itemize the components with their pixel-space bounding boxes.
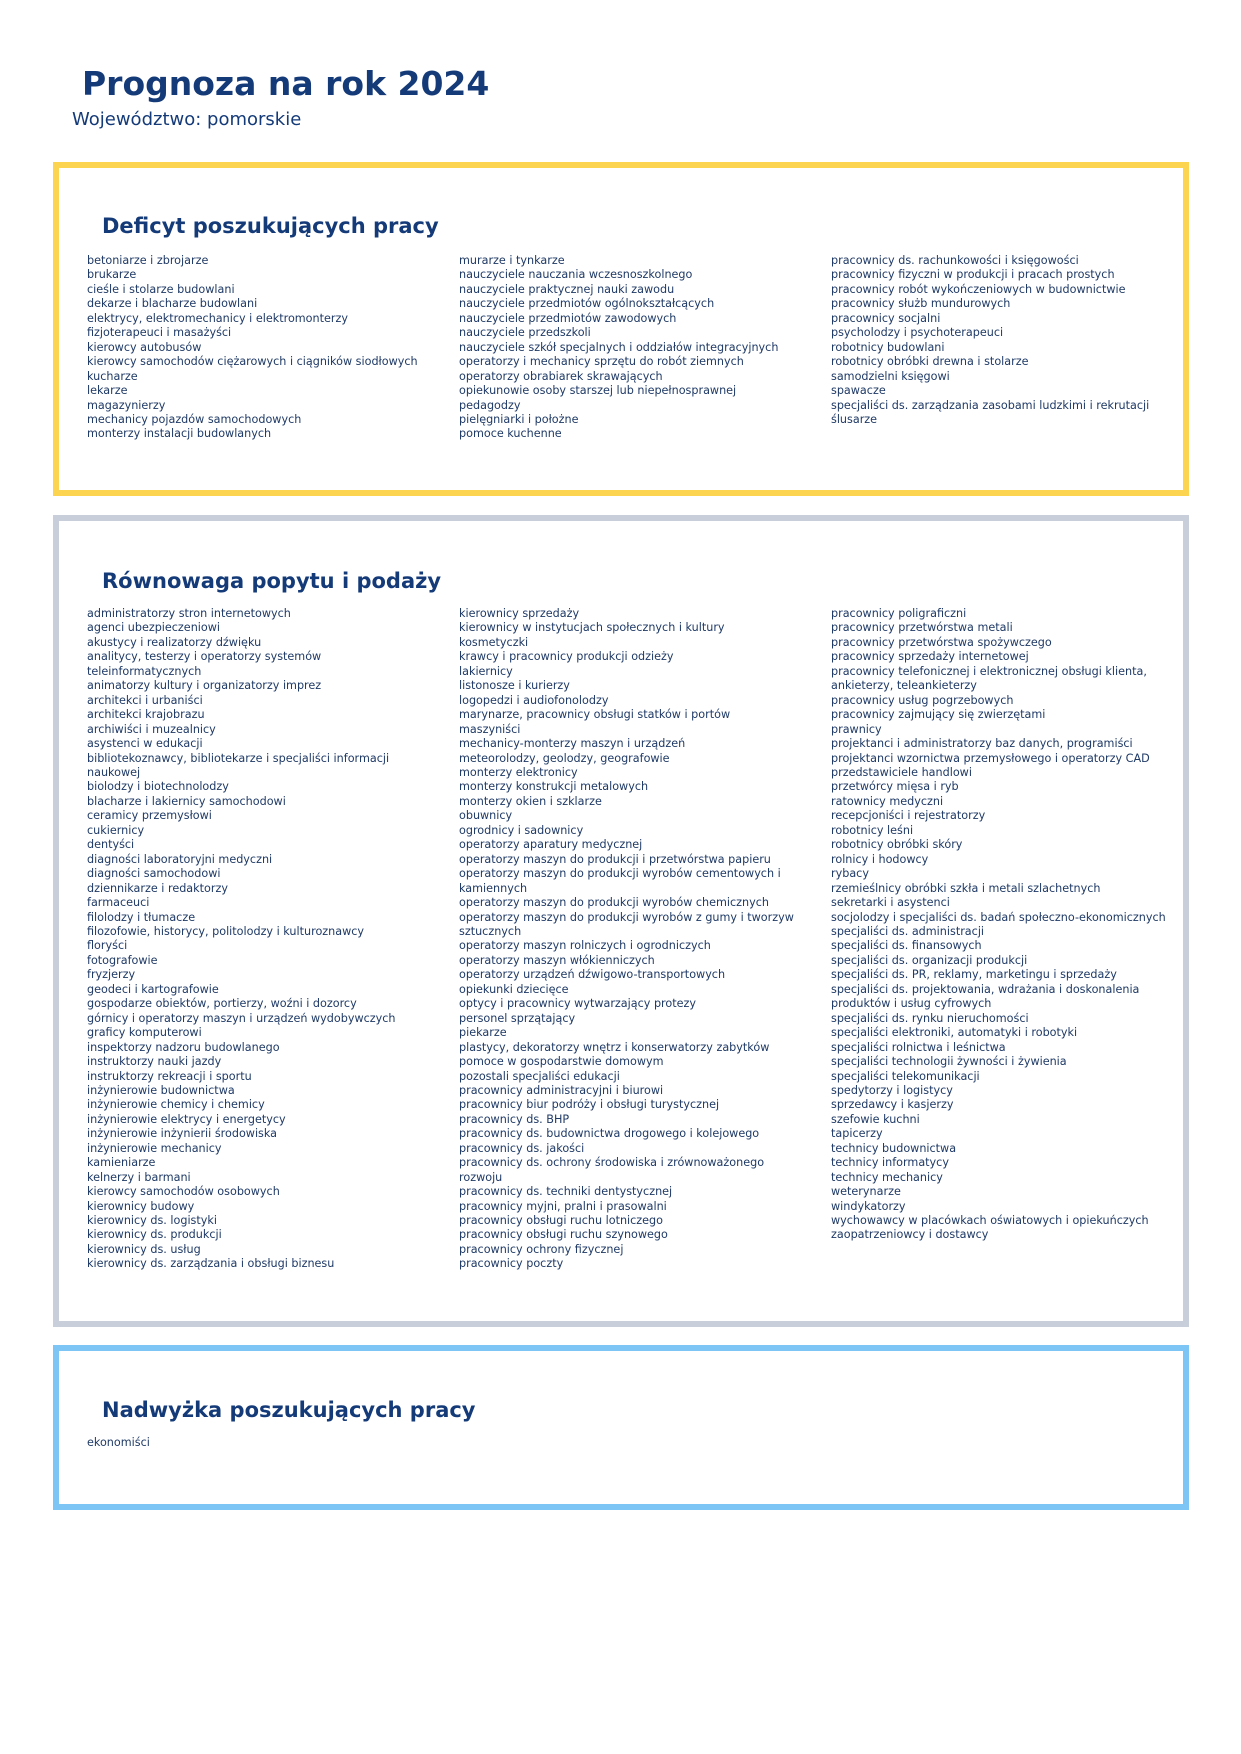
occupation-item: rozwoju (459, 1170, 503, 1184)
occupation-item: diagności samochodowi (87, 867, 221, 881)
occupation-item: teleinformatycznych (87, 664, 202, 678)
occupation-item: kelnerzy i barmani (87, 1170, 191, 1184)
occupation-item: operatorzy aparatury medycznej (459, 838, 643, 852)
occupation-column (87, 607, 447, 1272)
occupation-item: instruktorzy nauki jazdy (87, 1055, 222, 1069)
occupation-item: bibliotekoznawcy, bibliotekarze i specjaliści informacji (87, 751, 390, 765)
occupation-item: kierownicy ds. logistyki (87, 1214, 217, 1228)
occupation-item: inżynierowie mechanicy (87, 1141, 222, 1155)
occupation-item: operatorzy maszyn włókienniczych (459, 953, 655, 967)
occupation-item: pracownicy ds. ochrony środowiska i zrównoważonego (459, 1156, 765, 1170)
occupation-item: pracownicy przetwórstwa metali (831, 621, 1013, 635)
occupation-item: pracownicy ds. budownictwa drogowego i kolejowego (459, 1127, 760, 1141)
occupation-column (831, 254, 1191, 427)
occupation-item: pomoce w gospodarstwie domowym (459, 1055, 664, 1069)
occupation-item: przedstawiciele handlowi (831, 765, 972, 779)
occupation-column (87, 254, 447, 442)
occupation-item: kierowcy autobusów (87, 340, 202, 354)
occupation-item: monterzy konstrukcji metalowych (459, 780, 649, 794)
occupation-item: nauczyciele przedmiotów ogólnokształcących (459, 297, 715, 311)
occupation-item: piekarze (459, 1026, 507, 1040)
occupation-item: kamieniarze (87, 1156, 156, 1170)
occupation-item: pracownicy ds. jakości (459, 1141, 585, 1155)
occupation-item: marynarze, pracownicy obsługi statków i portów (459, 708, 731, 722)
occupation-item: pomoce kuchenne (459, 427, 562, 441)
occupation-item: listonosze i kurierzy (459, 679, 570, 693)
occupation-item: nauczyciele nauczania wczesnoszkolnego (459, 268, 693, 282)
occupation-item: specjaliści ds. projektowania, wdrażania i doskonalenia (831, 982, 1140, 996)
occupation-item: kierownicy sprzedaży (459, 607, 580, 620)
occupation-item: zaopatrzeniowcy i dostawcy (831, 1228, 989, 1242)
occupation-item: operatorzy maszyn rolniczych i ogrodniczych (459, 939, 711, 953)
occupation-item: obuwnicy (459, 809, 513, 823)
occupation-item: pracownicy usług pogrzebowych (831, 693, 1014, 707)
occupation-item: windykatorzy (831, 1199, 906, 1213)
occupation-item: operatorzy maszyn do produkcji wyrobów chemicznych (459, 896, 770, 910)
occupation-item: lakiernicy (459, 664, 513, 678)
occupation-item: przetwórcy mięsa i ryb (831, 780, 959, 794)
occupation-item: pracownicy przetwórstwa spożywczego (831, 635, 1052, 649)
occupation-item: optycy i pracownicy wytwarzający protezy (459, 997, 697, 1011)
occupation-item: specjaliści ds. rynku nieruchomości (831, 1011, 1029, 1025)
occupation-item: specjaliści rolnictwa i leśnictwa (831, 1040, 1006, 1054)
occupation-item: pracownicy telefonicznej i elektronicznej obsługi klienta, (831, 664, 1147, 678)
occupation-item: nauczyciele przedszkoli (459, 326, 591, 340)
occupation-item: specjaliści telekomunikacji (831, 1069, 980, 1083)
occupation-item: opiekunki dziecięce (459, 982, 569, 996)
occupation-item: operatorzy obrabiarek skrawających (459, 369, 663, 383)
occupation-item: pracownicy zajmujący się zwierzętami (831, 708, 1046, 722)
occupation-item: gospodarze obiektów, portierzy, woźni i dozorcy (87, 997, 357, 1011)
occupation-item: kamiennych (459, 881, 528, 895)
occupation-item: pracownicy myjni, pralni i prasowalni (459, 1199, 667, 1213)
occupation-item: kosmetyczki (459, 635, 529, 649)
occupation-item: mechanicy-monterzy maszyn i urządzeń (459, 737, 686, 751)
occupation-item: pracownicy socjalni (831, 311, 941, 325)
occupation-item: projektanci i administratorzy baz danych, programiści (831, 737, 1133, 751)
occupation-item: specjaliści technologii żywności i żywienia (831, 1055, 1067, 1069)
occupation-item: kierownicy ds. usług (87, 1242, 201, 1256)
occupation-item: socjolodzy i specjaliści ds. badań społeczno-ekonomicznych (831, 910, 1166, 924)
occupation-item: pracownicy ds. techniki dentystycznej (459, 1185, 673, 1199)
occupation-item: spawacze (831, 384, 886, 398)
occupation-item: filozofowie, historycy, politolodzy i kulturoznawcy (87, 924, 365, 938)
occupation-item: ankieterzy, teleankieterzy (831, 679, 977, 693)
occupation-item: pracownicy sprzedaży internetowej (831, 650, 1029, 664)
occupation-item: pielęgniarki i położne (459, 412, 579, 426)
occupation-item: robotnicy budowlani (831, 340, 945, 354)
occupation-column (459, 607, 819, 1272)
section-title: Nadwyżka poszukujących pracy (102, 1398, 476, 1422)
occupation-item: maszyniści (459, 722, 521, 736)
occupation-item: meteorolodzy, geolodzy, geografowie (459, 751, 670, 765)
occupation-item: rybacy (831, 867, 869, 881)
section-title: Deficyt poszukujących pracy (102, 214, 439, 238)
section-balance (53, 515, 1189, 1327)
occupation-item: projektanci wzornictwa przemysłowego i operatorzy CAD (831, 751, 1150, 765)
occupation-item: plastycy, dekoratorzy wnętrz i konserwatorzy zabytków (459, 1040, 770, 1054)
occupation-item: sztucznych (459, 924, 522, 938)
occupation-item: recepcjoniści i rejestratorzy (831, 809, 986, 823)
occupation-column (831, 607, 1191, 1243)
occupation-item: architekci krajobrazu (87, 708, 205, 722)
occupation-item: robotnicy leśni (831, 823, 914, 837)
occupation-item: monterzy okien i szklarze (459, 794, 602, 808)
occupation-item: pracownicy robót wykończeniowych w budownictwie (831, 282, 1126, 296)
occupation-item: inżynierowie elektrycy i energetycy (87, 1112, 286, 1126)
occupation-item: dziennikarze i redaktorzy (87, 881, 228, 895)
occupation-item: szefowie kuchni (831, 1112, 920, 1126)
occupation-item: cukiernicy (87, 823, 145, 837)
occupation-item: fizjoterapeuci i masażyści (87, 326, 232, 340)
occupation-item: biolodzy i biotechnolodzy (87, 780, 229, 794)
occupation-item: kucharze (87, 369, 138, 383)
occupation-item: operatorzy i mechanicy sprzętu do robót ziemnych (459, 355, 744, 369)
occupation-item: krawcy i pracownicy produkcji odzieży (459, 650, 674, 664)
section-deficit (53, 162, 1189, 496)
occupation-item: mechanicy pojazdów samochodowych (87, 412, 302, 426)
occupation-item: monterzy elektronicy (459, 765, 578, 779)
occupation-item: diagności laboratoryjni medyczni (87, 852, 273, 866)
occupation-item: ceramicy przemysłowi (87, 809, 212, 823)
occupation-item: ekonomiści (87, 1436, 150, 1449)
occupation-item: pracownicy fizyczni w produkcji i pracach prostych (831, 268, 1115, 282)
occupation-item: robotnicy obróbki skóry (831, 838, 963, 852)
occupation-item: kierownicy w instytucjach społecznych i kultury (459, 621, 725, 635)
occupation-item: pracownicy służb mundurowych (831, 297, 1011, 311)
occupation-item: robotnicy obróbki drewna i stolarze (831, 355, 1029, 369)
occupation-item: technicy informatycy (831, 1156, 949, 1170)
occupation-item: spedytorzy i logistycy (831, 1083, 953, 1097)
occupation-item: specjaliści ds. organizacji produkcji (831, 953, 1028, 967)
occupation-item: lekarze (87, 384, 128, 398)
occupation-item: archiwiści i muzealnicy (87, 722, 216, 736)
occupation-item: nauczyciele przedmiotów zawodowych (459, 311, 677, 325)
occupation-item: graficy komputerowi (87, 1026, 202, 1040)
occupation-item: murarze i tynkarze (459, 254, 565, 267)
occupation-item: ogrodnicy i sadownicy (459, 823, 584, 837)
occupation-item: pracownicy administracyjni i biurowi (459, 1083, 664, 1097)
occupation-item: kierowcy samochodów ciężarowych i ciągników siodłowych (87, 355, 418, 369)
occupation-item: pracownicy ds. rachunkowości i księgowości (831, 254, 1079, 267)
occupation-item: dentyści (87, 838, 135, 852)
occupation-item: asystenci w edukacji (87, 737, 203, 751)
section-surplus (53, 1345, 1189, 1510)
occupation-item: wychowawcy w placówkach oświatowych i opiekuńczych (831, 1214, 1149, 1228)
occupation-item: personel sprzątający (459, 1011, 576, 1025)
occupation-item: specjaliści ds. zarządzania zasobami ludzkimi i rekrutacji (831, 398, 1150, 412)
occupation-item: cieśle i stolarze budowlani (87, 282, 235, 296)
occupation-item: kierownicy ds. produkcji (87, 1228, 222, 1242)
occupation-item: pracownicy poczty (459, 1257, 564, 1271)
occupation-item: specjaliści ds. finansowych (831, 939, 982, 953)
occupation-item: pracownicy ds. BHP (459, 1112, 570, 1126)
occupation-item: floryści (87, 939, 128, 953)
occupation-item: operatorzy maszyn do produkcji wyrobów cementowych i (459, 867, 781, 881)
occupation-item: naukowej (87, 765, 141, 779)
occupation-item: produktów i usług cyfrowych (831, 997, 992, 1011)
occupation-item: pracownicy obsługi ruchu szynowego (459, 1228, 668, 1242)
occupation-item: rzemieślnicy obróbki szkła i metali szlachetnych (831, 881, 1101, 895)
occupation-item: inżynierowie inżynierii środowiska (87, 1127, 278, 1141)
occupation-item: agenci ubezpieczeniowi (87, 621, 220, 635)
occupation-item: sprzedawcy i kasjerzy (831, 1098, 954, 1112)
occupation-item: filolodzy i tłumacze (87, 910, 196, 924)
occupation-item: pracownicy poligraficzni (831, 607, 967, 620)
occupation-item: nauczyciele szkół specjalnych i oddziałów integracyjnych (459, 340, 779, 354)
occupation-item: brukarze (87, 268, 137, 282)
occupation-item: magazynierzy (87, 398, 166, 412)
occupation-item: geodeci i kartografowie (87, 982, 219, 996)
occupation-item: kierowcy samochodów osobowych (87, 1185, 280, 1199)
occupation-item: samodzielni księgowi (831, 369, 950, 383)
occupation-item: akustycy i realizatorzy dźwięku (87, 635, 262, 649)
occupation-item: dekarze i blacharze budowlani (87, 297, 258, 311)
occupation-item: farmaceuci (87, 896, 150, 910)
occupation-item: weterynarze (831, 1185, 901, 1199)
occupation-item: tapicerzy (831, 1127, 883, 1141)
occupation-item: rolnicy i hodowcy (831, 852, 929, 866)
page-title: Prognoza na rok 2024 (82, 64, 490, 103)
occupation-item: administratorzy stron internetowych (87, 607, 291, 620)
occupation-item: opiekunowie osoby starszej lub niepełnosprawnej (459, 384, 737, 398)
section-title: Równowaga popytu i podaży (102, 569, 442, 593)
occupation-item: analitycy, testerzy i operatorzy systemów (87, 650, 322, 664)
occupation-item: psycholodzy i psychoterapeuci (831, 326, 1004, 340)
occupation-item: specjaliści elektroniki, automatyki i robotyki (831, 1026, 1078, 1040)
occupation-item: górnicy i operatorzy maszyn i urządzeń wydobywczych (87, 1011, 396, 1025)
occupation-item: specjaliści ds. PR, reklamy, marketingu i sprzedaży (831, 968, 1117, 982)
occupation-item: fryzjerzy (87, 968, 136, 982)
occupation-item: sekretarki i asystenci (831, 896, 950, 910)
occupation-item: inżynierowie chemicy i chemicy (87, 1098, 265, 1112)
occupation-item: animatorzy kultury i organizatorzy imprez (87, 679, 322, 693)
occupation-item: fotografowie (87, 953, 158, 967)
occupation-item: elektrycy, elektromechanicy i elektromonterzy (87, 311, 348, 325)
occupation-item: operatorzy maszyn do produkcji i przetwórstwa papieru (459, 852, 771, 866)
page-subtitle: Województwo: pomorskie (72, 109, 302, 130)
occupation-item: logopedzi i audiofonolodzy (459, 693, 609, 707)
occupation-item: pracownicy biur podróży i obsługi turystycznej (459, 1098, 720, 1112)
occupation-item: nauczyciele praktycznej nauki zawodu (459, 282, 675, 296)
occupation-item: blacharze i lakiernicy samochodowi (87, 794, 286, 808)
occupation-column (87, 1436, 447, 1450)
occupation-item: kierownicy ds. zarządzania i obsługi biznesu (87, 1257, 335, 1271)
occupation-item: technicy mechanicy (831, 1170, 943, 1184)
occupation-item: pracownicy obsługi ruchu lotniczego (459, 1214, 664, 1228)
occupation-item: inspektorzy nadzoru budowlanego (87, 1040, 280, 1054)
occupation-item: pozostali specjaliści edukacji (459, 1069, 620, 1083)
occupation-item: technicy budownictwa (831, 1141, 957, 1155)
occupation-item: betoniarze i zbrojarze (87, 254, 209, 267)
occupation-item: ratownicy medyczni (831, 794, 944, 808)
occupation-item: ślusarze (831, 412, 878, 426)
occupation-item: instruktorzy rekreacji i sportu (87, 1069, 252, 1083)
occupation-item: architekci i urbaniści (87, 693, 203, 707)
occupation-item: specjaliści ds. administracji (831, 924, 985, 938)
occupation-item: operatorzy urządzeń dźwigowo-transportowych (459, 968, 726, 982)
occupation-item: prawnicy (831, 722, 882, 736)
occupation-item: monterzy instalacji budowlanych (87, 427, 272, 441)
occupation-item: operatorzy maszyn do produkcji wyrobów z gumy i tworzyw (459, 910, 794, 924)
occupation-item: pedagodzy (459, 398, 521, 412)
occupation-column (459, 254, 819, 442)
occupation-item: inżynierowie budownictwa (87, 1083, 235, 1097)
occupation-item: pracownicy ochrony fizycznej (459, 1242, 624, 1256)
occupation-item: kierownicy budowy (87, 1199, 195, 1213)
